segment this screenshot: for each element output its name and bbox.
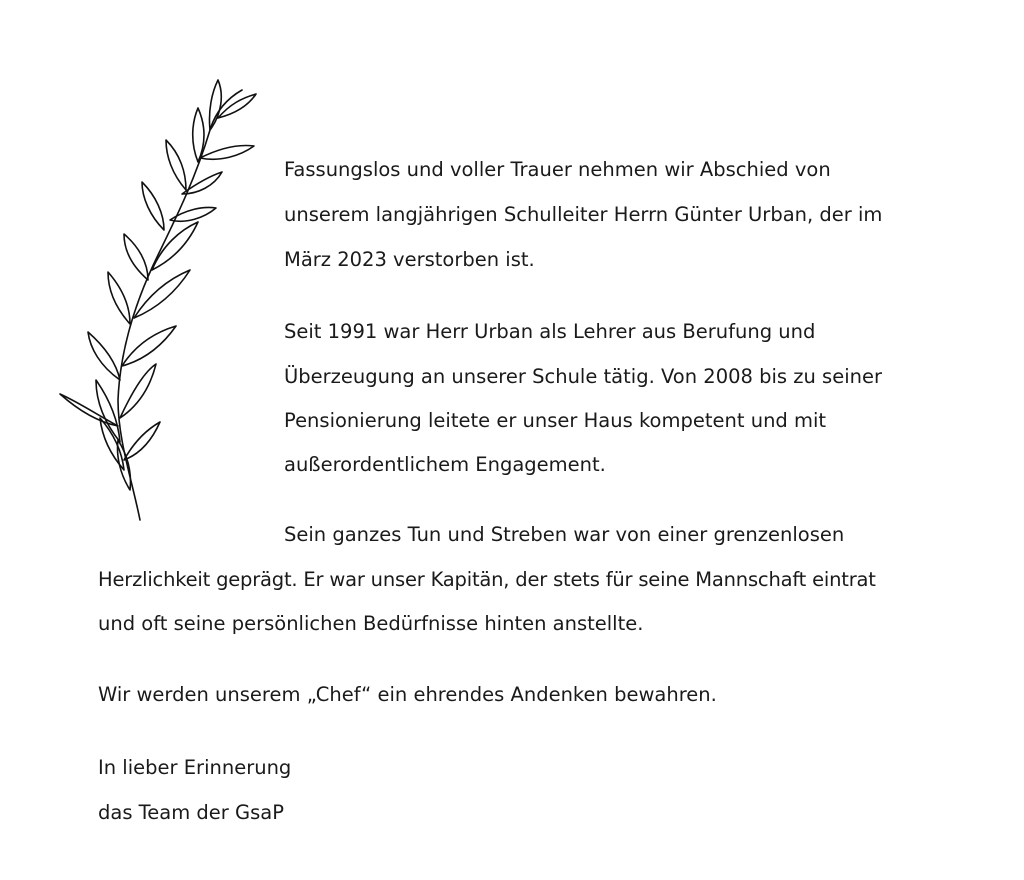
text-line: Herzlichkeit geprägt. Er war unser Kapitän, der stets für seine Mannschaft eintrat bbox=[98, 568, 876, 591]
text-line: Sein ganzes Tun und Streben war von einer grenzenlosen bbox=[284, 523, 845, 546]
signature-line: das Team der GsaP bbox=[98, 801, 284, 824]
olive-branch-icon bbox=[40, 70, 280, 530]
closing-line: In lieber Erinnerung bbox=[98, 756, 292, 779]
text-line: unserem langjährigen Schulleiter Herrn Günter Urban, der im bbox=[284, 203, 883, 226]
text-line: Seit 1991 war Herr Urban als Lehrer aus Berufung und bbox=[284, 320, 816, 343]
text-line: Fassungslos und voller Trauer nehmen wir Abschied von bbox=[284, 158, 831, 181]
text-line: und oft seine persönlichen Bedürfnisse hinten anstellte. bbox=[98, 612, 644, 635]
text-line: März 2023 verstorben ist. bbox=[284, 248, 535, 271]
text-line: Pensionierung leitete er unser Haus kompetent und mit bbox=[284, 409, 827, 432]
text-line: Wir werden unserem „Chef“ ein ehrendes Andenken bewahren. bbox=[98, 683, 717, 706]
text-line: Überzeugung an unserer Schule tätig. Von 2008 bis zu seiner bbox=[284, 365, 883, 388]
text-line: außerordentlichem Engagement. bbox=[284, 453, 606, 476]
